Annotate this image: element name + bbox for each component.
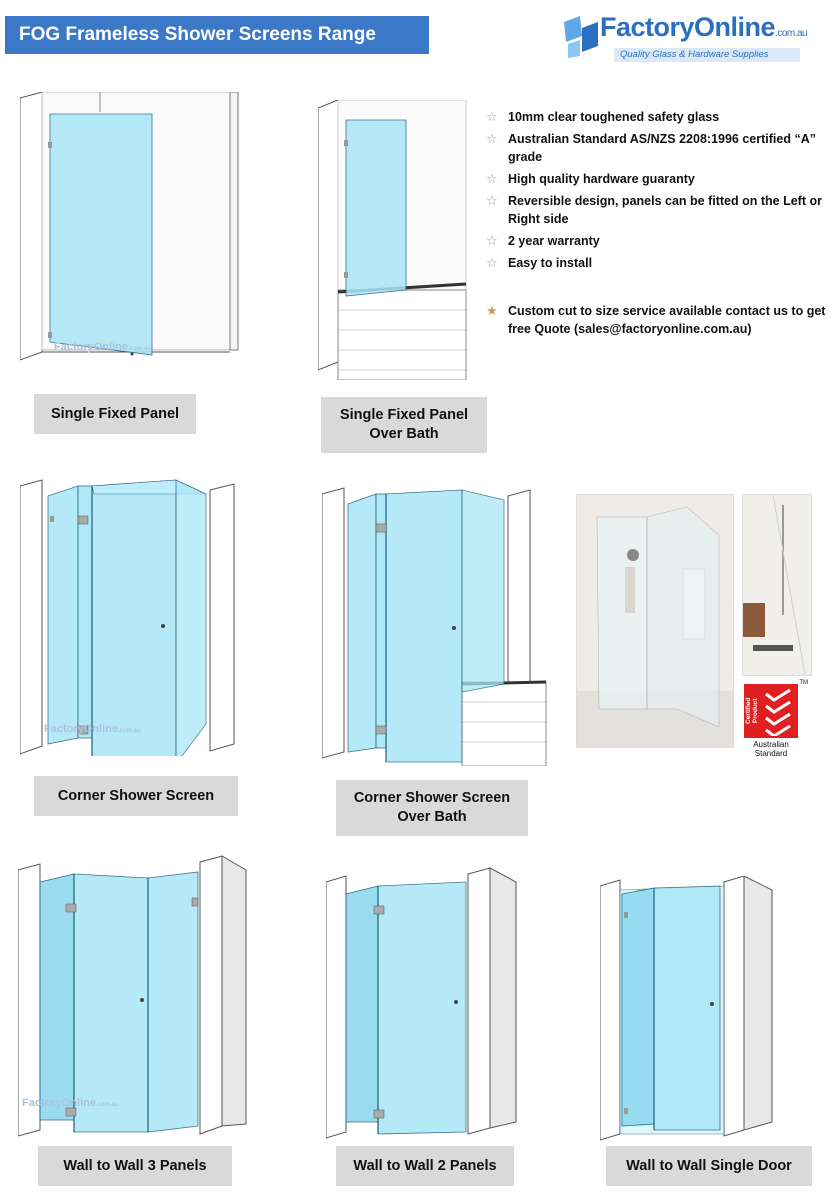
watermark: FactoryOnline.com.au xyxy=(44,723,141,735)
certified-product-mark: Certified Product TM xyxy=(744,684,798,738)
wall-to-wall-3-panels-diagram xyxy=(18,854,250,1144)
shower-detail-illustration xyxy=(743,495,811,675)
wall-to-wall-single-door-diagram xyxy=(600,876,790,1146)
feature-item: ☆ Australian Standard AS/NZS 2208:1996 certified “A” grade xyxy=(486,131,816,164)
logo-tagline: Quality Glass & Hardware Supplies xyxy=(614,48,800,62)
feature-list xyxy=(486,108,826,276)
australian-standard-text: Australian Standard xyxy=(753,740,789,758)
watermark-suffix: .com.au xyxy=(127,346,151,352)
label-corner-shower-screen: Corner Shower Screen xyxy=(34,776,238,816)
feature-item: ☆ High quality hardware guaranty xyxy=(486,171,695,186)
watermark-suffix: .com.au xyxy=(117,728,141,734)
label-wall-to-wall-2-panels: Wall to Wall 2 Panels xyxy=(336,1146,514,1186)
label-corner-over-bath: Corner Shower Screen Over Bath xyxy=(336,780,528,836)
watermark-suffix: .com.au xyxy=(95,1102,119,1108)
label-single-fixed-panel: Single Fixed Panel xyxy=(34,394,196,434)
page-title: FOG Frameless Shower Screens Range xyxy=(5,16,429,54)
star-icon: ☆ xyxy=(486,171,498,186)
shower-photo-illustration xyxy=(577,495,733,747)
brand-logo xyxy=(560,10,808,64)
logo-name: FactoryOnline.com.au xyxy=(600,12,808,42)
corner-shower-screen-diagram xyxy=(20,476,250,756)
star-icon: ☆ xyxy=(486,233,498,248)
star-icon: ☆ xyxy=(486,109,498,124)
watermark: FactoryOnline.com.au xyxy=(22,1097,119,1109)
custom-cut-note: ★ Custom cut to size service available contact us to get free Quote (sales@factoryonline.com.au) xyxy=(486,303,826,336)
label-wall-to-wall-3-panels: Wall to Wall 3 Panels xyxy=(38,1146,232,1186)
logo-icon xyxy=(560,14,600,58)
shower-photo xyxy=(576,494,734,748)
label-single-fixed-over-bath: Single Fixed Panel Over Bath xyxy=(321,397,487,453)
feature-item: ☆ Reversible design, panels can be fitted on the Left or Right side xyxy=(486,193,822,226)
label-wall-to-wall-single-door: Wall to Wall Single Door xyxy=(606,1146,812,1186)
wall-to-wall-2-panels-diagram xyxy=(326,866,520,1144)
checkmarks-icon xyxy=(762,688,794,736)
single-fixed-panel-diagram xyxy=(20,92,255,362)
certification-badge xyxy=(744,680,808,768)
star-icon: ☆ xyxy=(486,131,498,146)
star-icon: ☆ xyxy=(486,255,498,270)
single-fixed-over-bath-diagram xyxy=(318,100,468,380)
watermark: FactoryOnline.com.au xyxy=(54,341,151,353)
star-icon: ★ xyxy=(486,303,498,318)
feature-item: ☆ 10mm clear toughened safety glass xyxy=(486,109,720,124)
feature-item: ☆ 2 year warranty xyxy=(486,233,600,248)
star-icon: ☆ xyxy=(486,193,498,208)
feature-item: ☆ Easy to install xyxy=(486,255,593,270)
shower-detail-photo xyxy=(742,494,812,676)
corner-over-bath-diagram xyxy=(322,486,547,766)
